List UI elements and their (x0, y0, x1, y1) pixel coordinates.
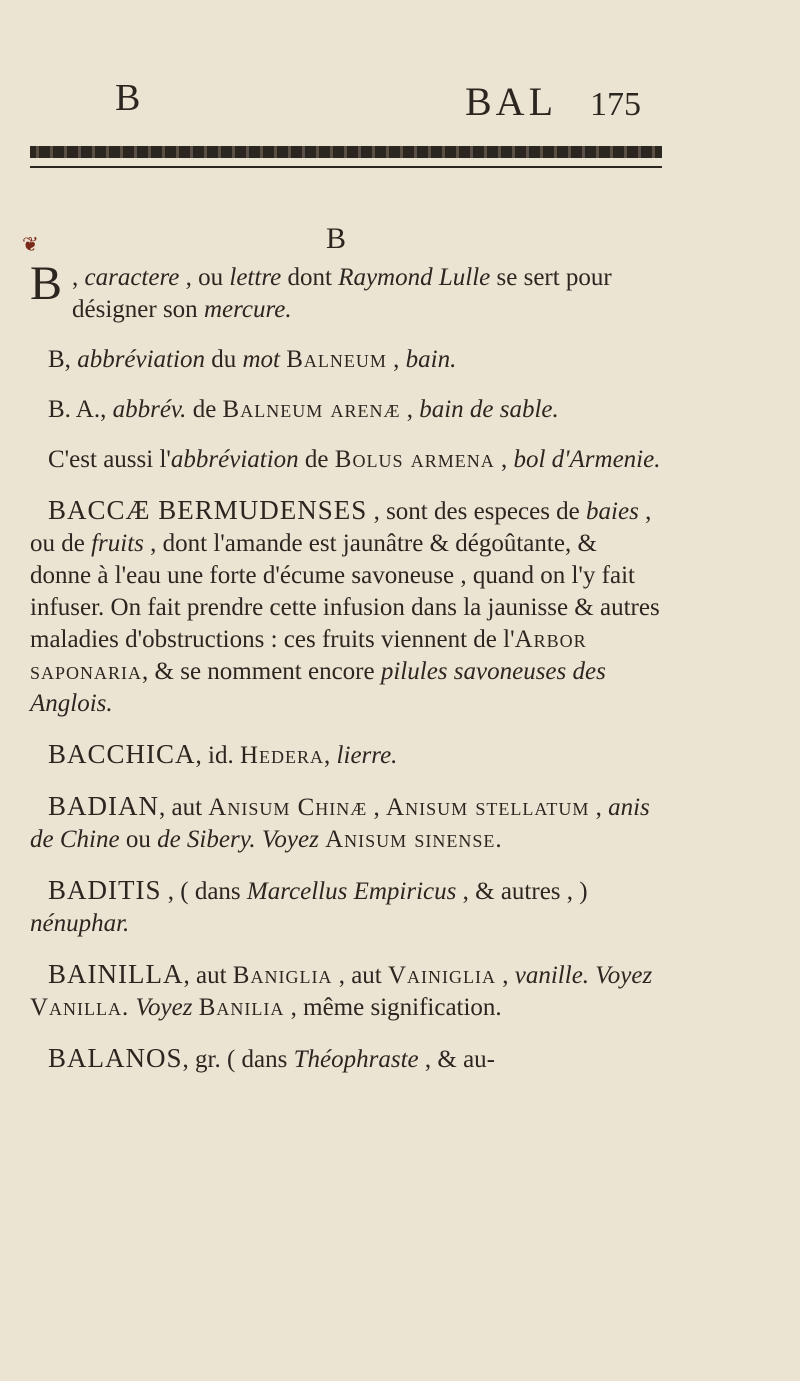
entry-text: bain. (405, 346, 457, 373)
entry-text: C'est aussi l' (48, 446, 171, 473)
entry-text: , & autres , ) (456, 878, 588, 905)
entry-text: pilules savoneuses des Anglois. (30, 658, 606, 717)
entry-text: Balneum (286, 346, 387, 373)
entry-text: Vanilla. (30, 994, 130, 1021)
entry-text: , (400, 396, 420, 423)
entry-baccae (30, 494, 662, 720)
entry-text: , (589, 794, 609, 821)
entry-text: Vainiglia (387, 962, 497, 989)
running-header (0, 70, 800, 130)
entry-text: , (496, 962, 515, 989)
entry-text: Arbor saponaria (30, 626, 587, 685)
entry-text: ou (198, 264, 230, 291)
entry-text: , (386, 346, 406, 373)
entry-text: Bolus armena (334, 446, 495, 473)
entry-text: dont (287, 264, 339, 291)
entry-text: , ( dans (161, 878, 247, 905)
header-title: BAL (465, 79, 557, 124)
entry-text: ou (119, 826, 158, 853)
entry-text: , même signification. (284, 994, 502, 1021)
entry-text: B. A., (48, 396, 113, 423)
entry-bainilla (30, 958, 662, 1024)
entry-text: , aut (332, 962, 388, 989)
entry-text: se sert pour désigner son (72, 264, 612, 323)
headword: BACCHICA (48, 739, 196, 769)
entry-text: , (367, 794, 387, 821)
entry-text: de Sibery. Voyez (157, 826, 319, 853)
entry-text: de (304, 446, 335, 473)
entry-text: du (211, 346, 243, 373)
entry-text: , aut (159, 794, 209, 821)
entry-text: , id. (195, 742, 240, 769)
entry-text: Voyez (135, 994, 193, 1021)
entry-text: de (192, 396, 223, 423)
headword: BADITIS (48, 875, 162, 905)
entry-text: caractere , (84, 264, 199, 291)
entry-text: lierre. (336, 742, 398, 769)
entry-text: Anisum stellatum (386, 794, 590, 821)
entry-bolus (30, 444, 662, 476)
entry-text: , dont l'amande est jaunâtre & dégoûtante, & donne à l'eau une forte d'écume savoneuse , quand on l'y fait infuser. On fait prendre cette infusion dans la jaunisse & autres maladies d'obstructions : ces fruits viennent de l' (30, 530, 660, 653)
headword: BALANOS (48, 1043, 183, 1073)
headword: BAINILLA (48, 959, 184, 989)
section-letter: B (326, 222, 347, 255)
header-rule-thin (30, 166, 662, 168)
headword: BACCÆ BERMUDENSES (48, 495, 368, 525)
entry-b-balneum (30, 344, 662, 376)
entry-text: Banilia (198, 994, 285, 1021)
entry-text: , & au- (418, 1046, 495, 1073)
entry-text: baies (586, 498, 639, 525)
entry-text: bol d'Armenie. (513, 446, 661, 473)
entry-text: , & se nomment encore (142, 658, 381, 685)
entry-text: abbréviation (170, 446, 305, 473)
entry-text: Anisum sinense. (325, 826, 503, 853)
drop-cap: B (30, 257, 63, 310)
dictionary-text (30, 257, 662, 1094)
entry-text: Hedera (239, 742, 325, 769)
entry-text: Théophraste (293, 1046, 419, 1073)
headword: BADIAN (48, 791, 159, 821)
entry-baditis (30, 874, 662, 940)
entry-text: anis de Chine (30, 794, 650, 853)
entry-text: , aut (183, 962, 233, 989)
entry-badian (30, 790, 662, 856)
entry-text: , ou de (30, 498, 652, 557)
entry-text: Marcellus Empiricus (246, 878, 457, 905)
entry-text: vanille. Voyez (514, 962, 653, 989)
page-number: 175 (590, 86, 641, 123)
entry-text: , (72, 264, 85, 291)
ornament-icon: ❦ (22, 234, 39, 256)
entry-text: , sont des especes de (367, 498, 587, 525)
entry-b (30, 257, 662, 326)
entry-text: fruits (91, 530, 144, 557)
entry-text: , gr. ( dans (182, 1046, 294, 1073)
entry-text: mot (242, 346, 287, 373)
entry-bacchica (30, 738, 662, 772)
header-rule-thick (30, 146, 662, 158)
entry-ba (30, 394, 662, 426)
entry-text: mercure. (203, 296, 292, 323)
entry-text: abbréviation (77, 346, 212, 373)
entry-text: , (494, 446, 514, 473)
entry-text: Baniglia (232, 962, 333, 989)
entry-text: Anisum Chinæ (208, 794, 368, 821)
entry-text: lettre (229, 264, 288, 291)
entry-text: nénuphar. (30, 910, 130, 937)
entry-text: abbrév. (112, 396, 193, 423)
entry-text: Balneum arenæ (222, 396, 401, 423)
entry-balanos (30, 1042, 662, 1076)
entry-text: Raymond Lulle (338, 264, 491, 291)
header-letter: B (115, 77, 142, 119)
entry-text: bain de sable. (419, 396, 559, 423)
entry-text: B, (48, 346, 78, 373)
entry-text: , (324, 742, 337, 769)
